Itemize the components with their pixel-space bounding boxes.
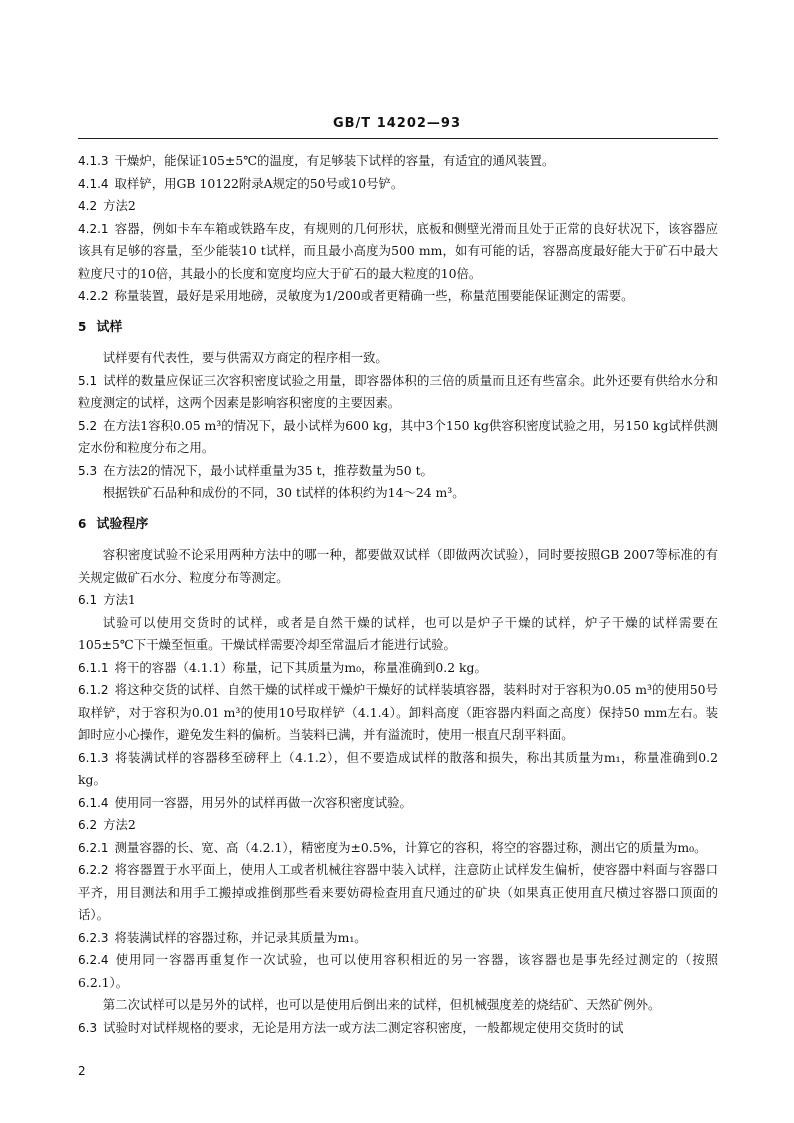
paragraph [78,949,718,994]
clause-number: 5.1 [78,373,98,388]
clause-number: 4.2.2 [78,289,109,303]
paragraph-text: 将装满试样的容器过称，并记录其质量为m₁。 [114,929,367,945]
paragraph [78,747,718,792]
section-heading [78,513,718,537]
paragraph-text: 容积密度试验不论采用两种方法中的哪一种，都要做双试样（即做两次试验），同时要按照GB 2007等标准的有关规定做矿石水分、粒度分布等测定。 [78,547,718,585]
paragraph-text: 测量容器的长、宽、高（4.2.1），精密度为±0.5%，计算它的容积，将空的容器过称，测出它的质量为m₀。 [114,839,707,855]
paragraph-text: 将这种交货的试样、自然干燥的试样或干燥炉干燥好的试样装填容器，装料时对于容积为0.05 m³的使用50号取样铲，对于容积为0.01 m³的使用10号取样铲（4.1.4）。卸料高度（距容器内料面之高度）保持50 mm左右。装卸时应小心操作，避免发生料的偏析。当装料已满，并有溢流时，使用一根直尺刮平料面。 [78,682,718,742]
document-body [78,150,718,1039]
document-code-header: GB/T 14202—93 [332,116,462,131]
paragraph [78,218,718,286]
paragraph-text: 取样铲，用GB 10122附录A规定的50号或10号铲。 [114,175,404,191]
clause-number: 6.2 [78,818,98,832]
paragraph-text: 试样要有代表性，要与供需双方商定的程序相一致。 [102,350,388,365]
paragraph [78,589,718,612]
paragraph-text: 根据铁矿石品种和成份的不同，30 t试样的体积约为14～24 m³。 [102,485,465,500]
clause-number: 6.3 [78,1020,98,1035]
clause-number: 6.1.2 [78,683,109,697]
paragraph [78,792,718,815]
clause-number: 5.3 [78,463,98,478]
paragraph [78,679,718,747]
clause-number: 4.1.4 [78,176,109,191]
paragraph [78,612,718,657]
paragraph-text: 试样的数量应保证三次容积密度试验之用量，即容器体积的三倍的质量而且还有些富余。此外还要有供给水分和粒度测定的试样，这两个因素是影响容积密度的主要因素。 [78,372,718,410]
clause-number: 5.2 [78,418,98,433]
paragraph-text: 称量装置，最好是采用地磅，灵敏度为1/200或者更精确一些，称量范围要能保证测定的需要。 [114,288,634,303]
clause-number: 5 [78,319,87,334]
paragraph-text: 将容器置于水平面上，使用人工或者机械往容器中装入试样，注意防止试样发生偏析，使容器中料面与容器口平齐，用目测法和用手工搬掉或推倒那些看来要妨碍检查用直尺通过的矿块（如果真正使用直尺横过容器口顶面的话）。 [78,862,718,922]
paragraph [78,347,718,370]
clause-number: 6.2.4 [78,953,109,967]
paragraph-text: 试验时对试样规格的要求，无论是用方法一或方法二测定容积密度，一般都规定使用交货时的试 [103,1019,624,1035]
clause-number: 6 [78,516,87,531]
paragraph [78,415,718,460]
paragraph-text: 将干的容器（4.1.1）称量，记下其质量为m₀，称量准确到0.2 kg。 [114,659,487,675]
clause-number: 6.1.4 [78,795,109,810]
clause-number: 6.2.2 [78,863,109,877]
paragraph-text: 第二次试样可以是另外的试样，也可以是使用后倒出来的试样，但机械强度差的烧结矿、天然矿例外。 [102,997,661,1012]
clause-number: 6.1.1 [78,660,109,675]
paragraph-text: 方法2 [103,817,136,832]
paragraph-text: 在方法2的情况下，最小试样重量为35 t，推荐数量为50 t。 [103,462,433,478]
page-number: 2 [78,1064,86,1078]
paragraph [78,195,718,218]
paragraph-text: 将装满试样的容器移至磅秤上（4.1.2），但不要造成试样的散落和损失，称出其质量为m₁，称量准确到0.2 kg。 [78,749,718,787]
paragraph [78,285,718,308]
clause-number: 4.2.1 [78,221,109,236]
section-title: 试样 [96,319,123,335]
paragraph-text: 使用同一容器再重复作一次试验，也可以使用容积相近的另一容器，该容器也是事先经过测定的（按照6.2.1）。 [78,952,718,990]
paragraph [78,837,718,860]
paragraph [78,173,718,196]
paragraph-text: 容器，例如卡车车箱或铁路车皮，有规则的几何形状，底板和侧壁光滑而且处于正常的良好状况下，该容器应该具有足够的容量，至少能装10 t试样，而且最小高度为500 mm，如有可能的话，容器高度最好能大于矿石中最大粒度尺寸的10倍，其最小的长度和宽度均应大于矿石的最大粒度的10倍。 [78,220,718,281]
clause-number: 6.1 [78,593,98,607]
paragraph [78,544,718,589]
paragraph [78,370,718,415]
paragraph-text: 方法1 [103,592,136,607]
clause-number: 6.2.1 [78,840,109,855]
clause-number: 4.2 [78,199,98,213]
section-title: 试验程序 [96,516,149,532]
paragraph [78,1017,718,1040]
paragraph-text: 干燥炉，能保证105±5℃的温度，有足够装下试样的容量，有适宜的通风装置。 [114,153,555,168]
clause-number: 6.1.3 [78,750,109,765]
clause-number: 6.2.3 [78,930,109,945]
paragraph-text: 在方法1容积0.05 m³的情况下，最小试样为600 kg，其中3个150 kg供容积密度试验之用，另150 kg试样供测定水份和粒度分布之用。 [78,417,718,455]
paragraph [78,814,718,837]
clause-number: 4.1.3 [78,154,109,168]
paragraph [78,482,718,505]
paragraph [78,927,718,950]
paragraph [78,460,718,483]
paragraph-text: 使用同一容器，用另外的试样再做一次容积密度试验。 [114,794,412,810]
paragraph [78,150,718,173]
paragraph-text: 试验可以使用交货时的试样，或者是自然干燥的试样，也可以是炉子干燥的试样，炉子干燥的试样需要在105±5℃下干燥至恒重。干燥试样需要冷却至常温后才能进行试验。 [78,614,718,652]
paragraph [78,657,718,680]
header-rule [78,138,718,139]
paragraph-text: 方法2 [103,198,136,213]
paragraph [78,994,718,1017]
paragraph [78,859,718,927]
section-heading [78,316,718,340]
